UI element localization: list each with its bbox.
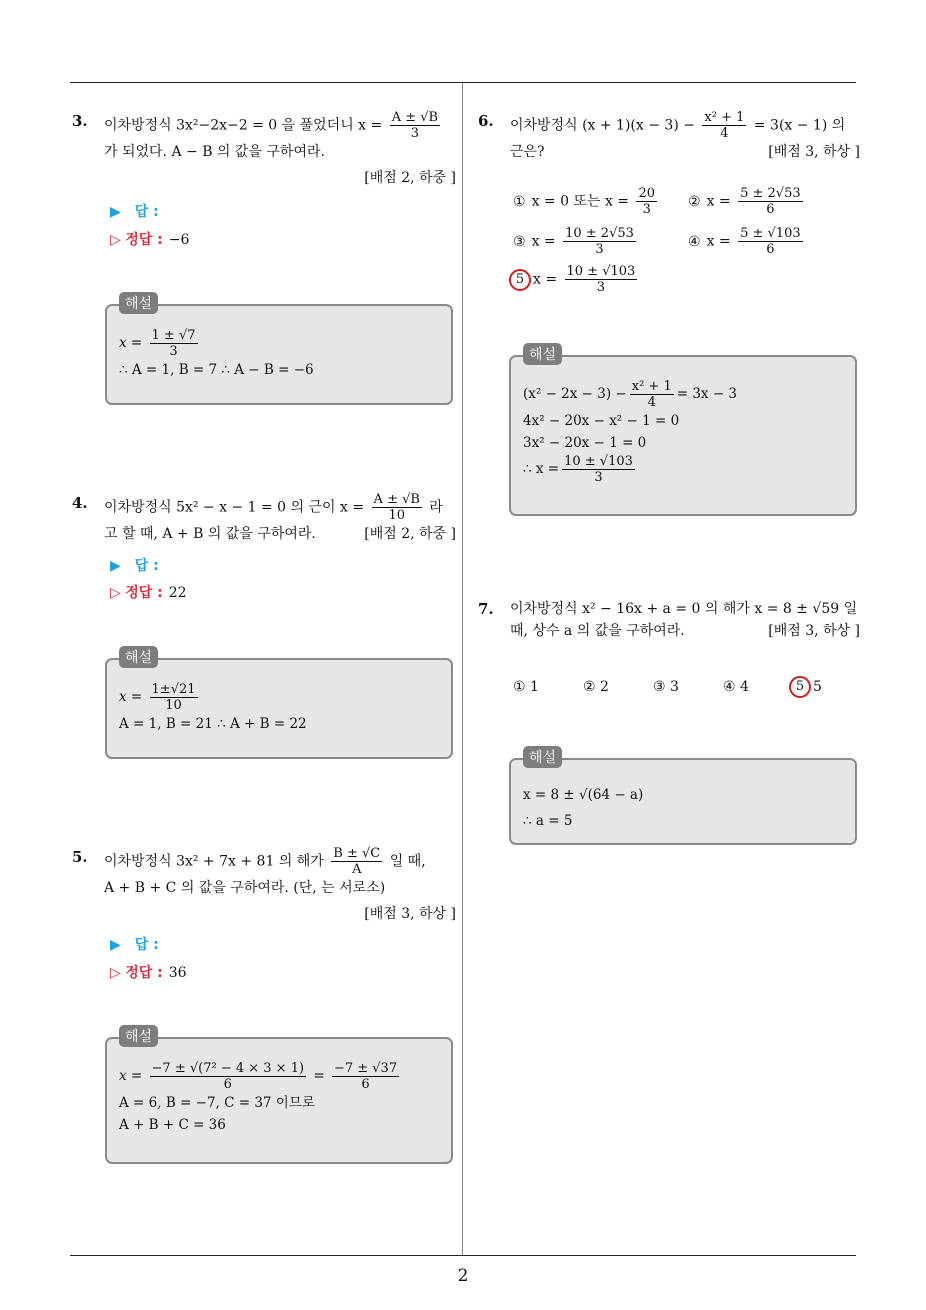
score-meta: [배점 3, 하상 ] [768,144,860,160]
answer-blank: ▶ 답 : [110,937,159,953]
score-meta: [배점 3, 하상 ] [364,906,456,922]
solution-line: 4x² − 20x − x² − 1 = 0 [523,413,680,429]
fraction: $\frac{A \pm √B}{10}$ [373,492,420,523]
triangle-outline-icon: ▷ [110,232,121,248]
question-7 [478,598,860,642]
choice-3[interactable]: ③ 3 [653,679,679,695]
play-icon: ▶ [110,204,121,220]
choice-1[interactable]: ① 1 [513,679,539,695]
solution-box: 해설 x = $\frac{\text{−7 ± √(7² − 4 × 3 × 1)}}{6}$ = $\frac{-7 \pm √37}{6}$ A = 6, B = −7, C = 37 이므로 A + B + C = 36 [105,1037,453,1164]
top-rule [70,82,856,83]
score-meta: [배점 2, 하중 ] [364,526,456,542]
solution-box [509,750,857,845]
solution-box: 해설 x = $\frac{1\pm√21}{10}$ A = 1, B = 21 ∴ A + B = 22 [105,658,453,759]
choice-2[interactable]: ② 2 [583,679,609,695]
question-6: 6. 이차방정식 (x + 1)(x − 3) − $\frac{\text{x² + 1}}{4}$ = 3(x − 1) 의 근은? [배점 3, 하상 ] [510,110,860,163]
selected-circle-icon: 5 [789,676,811,698]
column-divider [462,83,463,1255]
solution-line: A + B + C = 36 [119,1117,226,1133]
question-text: 이차방정식 3x²−2x−2 = 0 을 풀었더니 x = [104,117,383,134]
solution-tag: 해설 [523,343,562,365]
question-text: 근은? [510,144,545,160]
question-number: 6. [478,112,494,130]
choice-2[interactable]: ② x = $\frac{5 \pm 2√53}{6}$ [688,186,801,217]
triangle-outline-icon: ▷ [110,965,121,981]
answer-value: −6 [168,232,190,248]
solution-tag: 해설 [119,1025,158,1047]
solution-tag: 해설 [119,646,158,668]
play-icon: ▶ [110,558,121,574]
question-text: 이차방정식 x² − 16x + a = 0 의 해가 x = 8 ± √59 일 [510,601,858,617]
answer-value: 22 [168,585,187,601]
correct-answer: ▷ 정답 : 36 [110,965,187,981]
answer-blank: ▶ 답 : [110,204,159,220]
solution-tag: 해설 [119,292,158,314]
solution-box: 해설 (x² − 2x − 3) − $\frac{\text{x² + 1}}{4}$ = 3x − 3 4x² − 20x − x² − 1 = 0 3x² − 20x − 1 = 0 ∴ x = $\frac{10 \pm √103}{3}$ [509,355,857,516]
question-text: 가 되었다. A − B 의 값을 구하여라. [104,144,325,160]
choice-5-selected[interactable]: 5 x = $\frac{10 \pm √103}{3}$ [509,264,640,295]
triangle-outline-icon: ▷ [110,585,121,601]
correct-answer: ▷ 정답 : 22 [110,585,187,601]
question-text: 때, 상수 a 의 값을 구하여라. [510,623,685,639]
question-5: 5. 이차방정식 3x² + 7x + 81 의 해가 $\frac{B \pm √C}{A}$ 일 때, A + B + C 의 값을 구하여라. (단, 는 서로소) [배점 3, 하상 ] [104,846,456,925]
solution-line: A = 1, B = 21 ∴ A + B = 22 [119,716,307,732]
choice-1[interactable]: ① x = 0 또는 x = $\frac{20}{3}$ [513,186,656,217]
fraction: $\frac{B \pm √C}{A}$ [333,846,381,877]
choice-4[interactable]: ④ 4 [723,679,749,695]
question-number: 3. [72,112,88,130]
play-icon: ▶ [110,937,121,953]
question-text: 이차방정식 5x² − x − 1 = 0 의 근이 x = [104,499,365,516]
choice-5-selected[interactable]: 5 5 [789,676,822,698]
solution-line: ∴ a = 5 [523,813,573,829]
question-text: 고 할 때, A + B 의 값을 구하여라. [104,526,316,542]
question-4: 4. 이차방정식 5x² − x − 1 = 0 의 근이 x = $\frac{A \pm √B}{10}$ 라 고 할 때, A + B 의 값을 구하여라. [배점 2, 하중 ] [104,492,456,545]
selected-circle-icon: 5 [509,269,531,291]
solution-line: A = 6, B = −7, C = 37 이므로 [119,1095,315,1111]
solution-line: x = 8 ± √(64 − a) [523,787,644,803]
solution-box: 해설 x = $\frac{1 \pm √7}{3}$ ∴ A = 1, B = 7 ∴ A − B = −6 [105,304,453,405]
score-meta: [배점 3, 하상 ] [768,623,860,639]
solution-line: 3x² − 20x − 1 = 0 [523,435,647,451]
question-text: 이차방정식 3x² + 7x + 81 의 해가 [104,853,324,870]
question-text: A + B + C 의 값을 구하여라. (단, 는 서로소) [104,880,386,896]
question-number: 7. [478,600,494,618]
fraction: $\frac{\text{x² + 1}}{4}$ [704,110,745,141]
answer-blank: ▶ 답 : [110,558,159,574]
question-3 [72,110,456,189]
solution-line: ∴ A = 1, B = 7 ∴ A − B = −6 [119,362,314,378]
page-number: 2 [457,1266,469,1286]
question-number: 5. [72,848,88,866]
choice-4[interactable]: ④ x = $\frac{5 \pm √103}{6}$ [688,226,801,257]
bottom-rule [70,1255,856,1256]
correct-answer: ▷ 정답 : −6 [110,232,190,248]
fraction: $\frac{A \pm √B}{3}$ [391,110,439,141]
solution-tag: 해설 [523,746,562,768]
question-number: 4. [72,494,88,512]
score-meta: [배점 2, 하중 ] [364,170,456,186]
question-text: 이차방정식 (x + 1)(x − 3) − [510,117,695,134]
choice-3[interactable]: ③ x = $\frac{10 \pm 2√53}{3}$ [513,226,634,257]
answer-value: 36 [168,965,187,981]
